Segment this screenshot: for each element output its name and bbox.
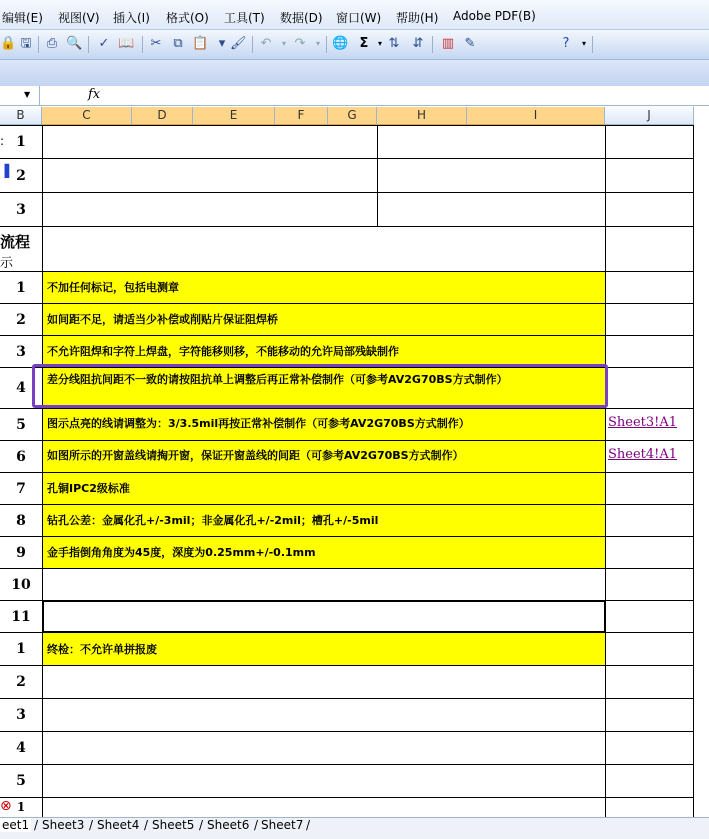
cell-c3[interactable] [42,192,378,227]
error-icon: ⊗ [0,798,12,814]
row-number: 8 [0,504,43,537]
autosum-icon[interactable]: Σ [359,36,369,51]
copy-icon[interactable]: ⧉ [173,36,183,51]
row-number: 4 [0,731,43,765]
tab-divider: / [199,818,204,832]
paste-icon[interactable]: 📋 [192,36,209,51]
cell-h1[interactable] [377,125,606,159]
sort-descending-icon[interactable]: ⇵ [412,36,424,51]
cell-item-text[interactable]: 金手指倒角角度为45度，深度为0.25mm+/-0.1mm [42,536,606,569]
cell-j-item[interactable] [605,600,694,633]
cell-item-text[interactable]: 钻孔公差：金属化孔+/-3mil；非金属化孔+/-2mil；槽孔+/-5mil [42,504,606,537]
cell-h3[interactable] [377,192,606,227]
row-number: 6 [0,440,43,473]
menu-view[interactable]: 视图(V) [58,11,100,25]
row-number: 4 [0,367,43,409]
column-header-c[interactable]: C [42,107,132,125]
row-number: 2 [0,665,43,699]
chevron-down-icon[interactable]: ▾ [581,39,586,48]
chevron-down-icon[interactable]: ▾ [377,39,382,48]
cell-j-final[interactable] [605,764,694,798]
cell-j-item[interactable] [605,367,694,409]
cell-final-text[interactable]: 终检：不允许单拼报废 [42,632,606,666]
cell-item-text[interactable]: 不允许阻焊和字符上焊盘，字符能移则移，不能移动的允许局部残缺制作 [42,335,606,368]
cell-item-text[interactable]: 孔铜IPC2级标准 [42,472,606,505]
column-header-i[interactable]: I [467,107,605,125]
save-icon[interactable]: 🖫 [20,36,32,51]
cell-item-text[interactable] [42,568,606,601]
permission-icon[interactable]: 🔒 [0,36,17,51]
cell-fragment: ▐ [0,164,10,178]
name-box[interactable] [0,86,40,106]
row-number: 3 [0,698,43,732]
cut-icon[interactable]: ✂ [150,36,162,51]
cell-j-item[interactable] [605,504,694,537]
chevron-down-icon[interactable]: ▾ [218,36,226,51]
function-icon[interactable]: fx [88,87,101,102]
cell-j-item[interactable] [605,536,694,569]
row-number: 5 [0,408,43,441]
toolbar-band [0,60,709,86]
sheet3-link[interactable]: Sheet3!A1 [605,408,694,441]
cell-final-text[interactable] [42,797,606,818]
spelling-icon[interactable]: ✓ [98,36,110,51]
cell-final-text[interactable] [42,698,606,732]
column-header-e[interactable]: E [193,107,275,125]
chart-wizard-icon[interactable]: ▥ [441,36,455,51]
cell-final-text[interactable] [42,764,606,798]
cell-j-item[interactable] [605,271,694,304]
toolbar-separator [142,36,143,53]
cell-j-final[interactable] [605,731,694,765]
standard-toolbar [0,30,709,60]
toolbar-separator [38,36,39,53]
cell-j-final[interactable] [605,698,694,732]
row-number: 1 [0,797,43,818]
cell-item-text[interactable]: 图示点亮的线请调整为：3/3.5mil再按正常补偿制作（可参考AV2G70BS方式制作） [42,408,606,441]
flow-label-sub: 示 [0,256,14,271]
highlight-box [32,364,608,408]
row-number: 9 [0,536,43,569]
cell-final-text[interactable] [42,731,606,765]
cell-j-flow[interactable] [605,226,694,272]
drawing-icon[interactable]: ✎ [464,36,476,51]
menu-bar [0,0,709,30]
cell-item-text[interactable]: 如间距不足，请适当少补偿或削贴片保证阻焊桥 [42,303,606,336]
help-icon[interactable]: ? [562,36,570,51]
tab-divider: / [89,818,94,832]
row-number: 7 [0,472,43,505]
cell-item-text[interactable]: 如图所示的开窗盖线请掏开窗，保证开窗盖线的间距（可参考AV2G70BS方式制作） [42,440,606,473]
hyperlink-icon[interactable]: 🌐 [332,36,349,51]
cell-item-text[interactable]: 差分线阻抗间距不一致的请按阻抗单上调整后再正常补偿制作（可参考AV2G70BS方式制作） [42,367,606,409]
row-number: 11 [0,600,43,633]
active-cell[interactable] [42,600,606,633]
row-number: 1 [0,125,43,159]
cell-j-final[interactable] [605,665,694,699]
menu-adobe-pdf[interactable]: Adobe PDF(B) [453,9,536,23]
print-icon[interactable]: ⎙ [46,36,58,51]
cell-j2[interactable] [605,158,694,193]
menu-edit[interactable]: 编辑(E) [2,11,43,25]
sheet-tab-sheet5[interactable]: Sheet5 [152,818,195,832]
sheet-tab-sheet4[interactable]: Sheet4 [97,818,140,832]
cell-c-flow[interactable] [42,226,606,272]
menu-insert[interactable]: 插入(I) [113,11,150,25]
row-number: 10 [0,568,43,601]
toolbar-separator [88,36,89,53]
row-number: 3 [0,335,43,368]
format-painter-icon[interactable]: 🖌 [230,36,247,51]
row-number: 1 [0,271,43,304]
row-number: 2 [0,303,43,336]
menu-data[interactable]: 数据(D) [280,11,323,25]
flow-label-cell [0,226,43,272]
column-header-g[interactable]: G [328,107,377,125]
cell-item-text[interactable]: 不加任何标记，包括电测章 [42,271,606,304]
cell-j1[interactable] [605,125,694,159]
cell-j-item[interactable] [605,335,694,368]
sheet-tab-sheet3[interactable]: Sheet3 [42,818,85,832]
chevron-down-icon[interactable]: ▾ [281,39,286,48]
sheet-tab-bar [0,798,709,839]
tab-divider: / [254,818,259,832]
row-number: 2 [0,158,43,193]
cell-j3[interactable] [605,192,694,227]
cell-final-text[interactable] [42,665,606,699]
flow-label: 流程 [0,233,31,251]
toolbar-separator [326,36,327,53]
row-number: 3 [0,192,43,227]
toolbar-separator [592,36,593,53]
tab-divider: / [34,818,39,832]
column-header-f[interactable]: F [275,107,328,125]
chevron-down-icon[interactable]: ▾ [315,39,320,48]
cell-c2[interactable] [42,158,378,193]
menu-tools[interactable]: 工具(T) [224,11,265,25]
column-header-b[interactable]: B [0,107,42,125]
cell-j-final[interactable] [605,632,694,666]
cell-c1[interactable] [42,125,378,159]
sheet-tab-1[interactable]: eet1 [2,818,30,832]
column-header-d[interactable]: D [132,107,193,125]
toolbar-separator [432,36,433,53]
tab-divider: / [306,818,311,832]
tab-divider: / [144,818,149,832]
cell-j-item[interactable] [605,303,694,336]
column-header-j[interactable]: J [605,107,694,125]
menu-format[interactable]: 格式(O) [166,11,209,25]
sort-ascending-icon[interactable]: ⇅ [388,36,400,51]
menu-window[interactable]: 窗口(W) [336,11,382,25]
sheet-tab-sheet6[interactable]: Sheet6 [207,818,250,832]
cell-h2[interactable] [377,158,606,193]
row-number: 1 [0,632,43,666]
sheet4-link[interactable]: Sheet4!A1 [605,440,694,473]
cell-j-final[interactable] [605,797,694,818]
sheet-tab-sheet7[interactable]: Sheet7 [261,818,304,832]
research-icon[interactable]: 📖 [118,36,135,51]
cell-j-item[interactable] [605,568,694,601]
cell-j-item[interactable] [605,472,694,505]
menu-help[interactable]: 帮助(H) [396,11,439,25]
print-preview-icon[interactable]: 🔍 [66,36,83,51]
formula-bar[interactable] [0,86,709,106]
redo-icon[interactable]: ↷ [294,36,306,51]
column-header-h[interactable]: H [377,107,467,125]
row-number: 5 [0,764,43,798]
chevron-down-icon[interactable]: ▼ [24,90,31,99]
cell-fragment: : [0,134,5,148]
toolbar-separator [252,36,253,53]
undo-icon[interactable]: ↶ [260,36,272,51]
